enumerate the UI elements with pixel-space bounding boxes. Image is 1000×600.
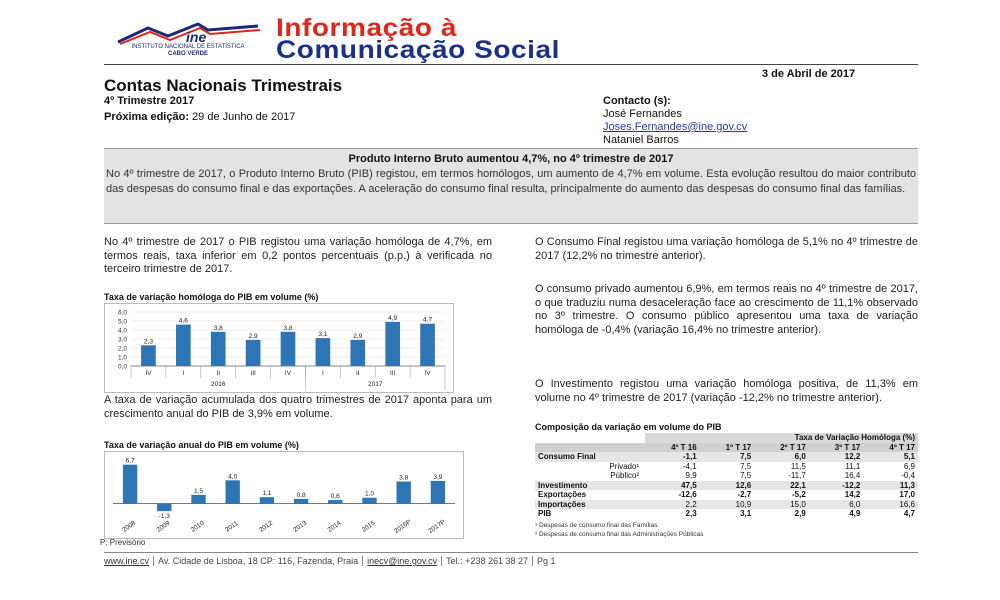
table-cell: 7,5 xyxy=(700,452,755,462)
chart1-bar xyxy=(420,324,435,366)
table-cell: 4,7 xyxy=(903,509,915,518)
chart2 xyxy=(104,451,464,539)
chart1-data-label: 4,7 xyxy=(423,316,433,324)
table-column-header: 1º T 17 xyxy=(700,443,755,453)
table-cell: 17,0 xyxy=(899,490,915,499)
chart1-svg xyxy=(105,304,453,392)
table-row-label: PIB xyxy=(538,509,552,518)
table-row xyxy=(535,481,918,491)
chart1-data-label: 2,9 xyxy=(353,332,363,340)
chart2-category-label: 2016P xyxy=(393,518,413,536)
table-cell: 12,2 xyxy=(809,452,864,462)
next-edition-label: Próxima edição: xyxy=(104,111,189,123)
chart2-category-label: 2011 xyxy=(224,519,240,534)
chart2-category-label: 2015 xyxy=(360,519,377,534)
table-cell: 4,9 xyxy=(849,509,861,518)
footer-website-link[interactable]: www.ine.cv xyxy=(104,556,150,566)
table-header-blank xyxy=(535,443,645,453)
chart2-data-label: 3,9 xyxy=(433,473,443,481)
right-paragraph-3: O Investimento registou uma variação homóloga positiva, de 11,3% em volume no 4º trimestre de 2017 (variação -12,2% no trimestre anterior). xyxy=(535,378,918,404)
contact-name-2: Nataniel Barros xyxy=(603,134,679,146)
table-column-header: 3º T 17 xyxy=(809,443,864,453)
table-row-label: Privado¹ xyxy=(609,461,640,471)
table-cell: 2,2 xyxy=(645,500,700,510)
footer-email-link[interactable]: inecv@ine.gov.cv xyxy=(367,556,438,566)
chart2-category-label: 2009 xyxy=(155,519,172,534)
ine-logo-icon xyxy=(108,22,268,46)
table-cell: 11,5 xyxy=(790,461,806,471)
chart2-bar xyxy=(328,500,342,503)
footer-phone: Tel.: +238 261 38 27 xyxy=(441,556,532,566)
chart2-category-label: 2017P xyxy=(427,518,447,536)
contact-email-1[interactable]: Joses.Fernandes@ine.gov.cv xyxy=(603,121,748,133)
chart1-data-label: 2,3 xyxy=(143,338,153,346)
footer-page-number: Pg 1 xyxy=(532,556,560,566)
chart2-data-label: 3,8 xyxy=(399,474,409,482)
table-cell: 11,1 xyxy=(845,461,861,471)
brand-title-line1: Informação à xyxy=(276,14,458,42)
table-cell: -4,1 xyxy=(682,461,697,471)
header-divider xyxy=(104,64,918,65)
table-cell: 12,6 xyxy=(700,481,755,491)
chart2-bar xyxy=(397,481,411,503)
table-cell: -11,7 xyxy=(788,471,806,480)
chart2-bar xyxy=(431,481,445,504)
chart1-bar xyxy=(350,340,365,366)
table-cell: -12,6 xyxy=(678,490,697,499)
chart1-bar xyxy=(316,338,331,366)
table-header-row xyxy=(535,443,918,453)
table-corner xyxy=(535,433,645,443)
publication-date: 3 de Abril de 2017 xyxy=(762,68,856,80)
chart2-data-label: 6,7 xyxy=(125,457,135,465)
table-row-label: Exportações xyxy=(538,490,587,499)
chart2-data-label: -1,3 xyxy=(158,513,170,521)
footer-address: Av. Cidade de Lisboa, 18 CP: 116, Fazenda, Praia xyxy=(153,556,362,566)
chart2-data-label: 1,0 xyxy=(364,490,375,498)
chart1-ytick: 5,0 xyxy=(117,318,127,326)
table-column-header: 2º T 17 xyxy=(754,443,809,453)
contact-heading: Contacto (s): xyxy=(603,95,671,107)
summary-box xyxy=(104,148,918,224)
left-paragraph-2: A taxa de variação acumulada dos quatro trimestres de 2017 aponta para um crescimento anual do PIB de 3,9% em volume. xyxy=(104,394,492,420)
chart2-category-label: 2008 xyxy=(121,519,138,534)
composition-table xyxy=(535,433,918,519)
table-cell: 6,9 xyxy=(903,461,915,471)
table-cell: -12,2 xyxy=(809,481,864,491)
chart2-footnote: P: Previsório xyxy=(100,538,146,547)
table-cell: 2,9 xyxy=(794,509,806,518)
table-cell: 16,4 xyxy=(844,471,861,480)
table-cell: 15,0 xyxy=(754,500,809,510)
right-paragraph-1: O Consumo Final registou uma variação homóloga de 5,1% no 4º trimestre de 2017 (12,2% no trimestre anterior). xyxy=(535,236,918,262)
brand-title-line2: Comunicação Social xyxy=(276,36,560,64)
chart2-data-label: 1,5 xyxy=(193,487,204,495)
chart2-title: Taxa de variação anual do PIB em volume (%) xyxy=(104,440,299,450)
chart1-title: Taxa de variação homóloga do PIB em volume (%) xyxy=(104,292,319,302)
chart1-ytick: 6,0 xyxy=(117,309,127,317)
chart2-data-label: 0,8 xyxy=(296,491,306,499)
document-title: Contas Nacionais Trimestrais xyxy=(104,76,343,95)
chart1-data-label: 3,8 xyxy=(213,324,223,332)
table-row xyxy=(535,471,918,481)
left-paragraph-1: No 4º trimestre de 2017 o PIB registou uma variação homóloga de 4,7%, em termos reais, taxa inferior em 0,2 pontos percentuais (p.p.) à verificada no terceiro trimestre de 2017. xyxy=(104,236,492,275)
chart1-bar xyxy=(281,332,296,366)
table-cell: -0,4 xyxy=(901,471,915,480)
table-cell: 7,5 xyxy=(740,461,752,471)
chart1-data-label: 2,9 xyxy=(248,332,258,340)
table-row xyxy=(535,452,918,462)
table-row-label: Público² xyxy=(610,471,640,480)
logo-caption xyxy=(108,44,268,58)
table-cell: 9,9 xyxy=(685,471,697,480)
table-note-1: ¹ Despesas de consumo final das Famílias xyxy=(535,522,658,529)
chart1-bar xyxy=(141,345,156,366)
table-note-2: ² Despesas de consumo final das Administrações Públicas xyxy=(535,531,704,538)
chart1-category-label: I xyxy=(321,370,324,377)
table-cell: 6,0 xyxy=(809,500,864,510)
next-edition xyxy=(104,111,295,123)
chart2-bar xyxy=(226,480,240,503)
table-row-label: Importações xyxy=(535,500,645,510)
table-cell: 3,1 xyxy=(740,509,752,518)
chart1-group-label: 2016 xyxy=(210,381,226,388)
chart2-bar xyxy=(260,497,274,503)
table-cell: 7,5 xyxy=(740,471,752,480)
table-row xyxy=(535,500,918,510)
chart1-category-label: II xyxy=(216,370,221,377)
chart1-bar xyxy=(211,332,226,366)
chart1-data-label: 4,6 xyxy=(178,317,188,325)
table-title: Composição da variação em volume do PIB xyxy=(535,422,722,432)
chart2-bar xyxy=(157,504,171,512)
chart2-category-label: 2013 xyxy=(292,519,309,534)
table-cell: -5,2 xyxy=(792,490,806,499)
chart1-ytick: 3,0 xyxy=(117,336,127,344)
table-row-label: Investimento xyxy=(535,481,645,491)
chart1-ytick: 1,0 xyxy=(117,354,127,362)
right-paragraph-2: O consumo privado aumentou 6,9%, em termos reais no 4º trimestre de 2017, o que traduziu numa desaceleração face ao crescimento de 11,1% observado no 3º trimestre. O consumo público apresentou uma taxa de variação homóloga de -0,4% (variação 16,4% no trimestre anterior). xyxy=(535,283,918,336)
chart2-category-label: 2014 xyxy=(326,519,343,534)
table-row xyxy=(535,490,918,500)
chart1-category-label: I xyxy=(182,370,185,377)
footer xyxy=(104,556,894,566)
summary-text: No 4º trimestre de 2017, o Produto Interno Bruto (PIB) registou, em termos homólogos, um aumento de 4,7% em volume. Esta evolução resultou do maior contributo das despesas do consumo final e das exportações. A aceleração do consumo final resulta, principalmente do aumento das despesas do consumo final das famílias. xyxy=(106,168,916,195)
chart2-bar xyxy=(294,499,308,504)
footer-divider xyxy=(104,552,918,553)
document-quarter: 4º Trimestre 2017 xyxy=(104,95,195,107)
chart2-data-label: 4,0 xyxy=(228,473,238,481)
table-cell: 22,1 xyxy=(754,481,809,491)
chart1-category-label: IV xyxy=(284,370,292,377)
chart2-bar xyxy=(191,495,205,504)
table-cell: 10,9 xyxy=(700,500,755,510)
chart1-ytick: 2,0 xyxy=(117,345,127,353)
summary-title: Produto Interno Bruto aumentou 4,7%, no 4º trimestre de 2017 xyxy=(348,153,674,165)
table-cell: 11,3 xyxy=(863,481,918,491)
chart1-bar xyxy=(246,340,261,366)
table-row xyxy=(535,509,918,519)
table-column-header: 4º T 17 xyxy=(863,443,918,453)
chart2-svg xyxy=(105,452,463,538)
chart1-bar xyxy=(385,322,400,366)
contact-name-1: José Fernandes xyxy=(603,108,682,120)
chart2-category-label: 2012 xyxy=(258,519,274,534)
svg-text:ine: ine xyxy=(186,29,207,45)
chart2-data-label: 0,6 xyxy=(330,493,340,501)
chart1-category-label: II xyxy=(355,370,360,377)
table-cell: 47,5 xyxy=(645,481,700,491)
chart1-ytick: 0,0 xyxy=(117,363,127,371)
table-cell: 16,6 xyxy=(863,500,918,510)
chart1-ytick: 4,0 xyxy=(117,327,127,335)
chart2-data-label: 1,1 xyxy=(262,490,272,498)
table-cell: -1,1 xyxy=(645,452,700,462)
chart2-category-label: 2010 xyxy=(189,519,206,534)
table-cell: 14,2 xyxy=(844,490,861,499)
chart1-bar xyxy=(176,325,191,366)
next-edition-date: 29 de Junho de 2017 xyxy=(192,111,296,123)
chart1-category-label: IV xyxy=(424,370,431,377)
chart1 xyxy=(104,303,454,393)
table-body xyxy=(535,452,918,519)
table-row xyxy=(535,462,918,472)
table-cell: -2,7 xyxy=(737,490,752,499)
table-cell: 6,0 xyxy=(754,452,809,462)
chart2-bar xyxy=(362,498,376,504)
chart1-data-label: 4,9 xyxy=(388,314,398,322)
table-cell: 5,1 xyxy=(863,452,918,462)
chart1-category-label: IV xyxy=(145,370,152,377)
chart1-category-label: III xyxy=(389,370,396,377)
table-row-label: Consumo Final xyxy=(535,452,645,462)
chart1-data-label: 3,8 xyxy=(283,324,293,332)
logo-org-name: INSTITUTO NACIONAL DE ESTATÍSTICA xyxy=(131,44,245,50)
chart2-bar xyxy=(123,465,137,504)
table-cell: 2,3 xyxy=(685,509,697,518)
table-column-header: 4º T 16 xyxy=(645,443,700,453)
chart1-category-label: III xyxy=(250,370,256,377)
chart1-data-label: 3,1 xyxy=(318,331,328,339)
chart1-group-label: 2017 xyxy=(367,381,383,388)
logo-country: CABO VERDE xyxy=(167,51,208,57)
table-supra-header: Taxa de Variação Homóloga (%) xyxy=(645,433,918,443)
